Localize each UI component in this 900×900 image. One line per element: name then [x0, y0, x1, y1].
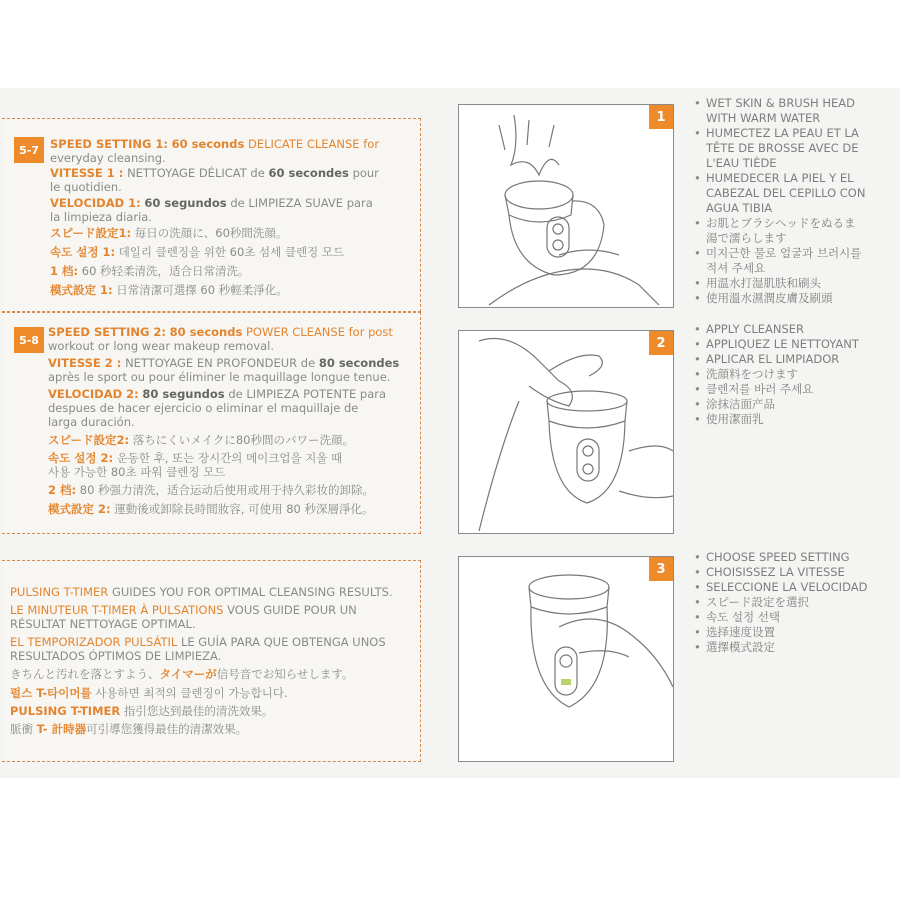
step-1-number: 1 — [649, 105, 673, 129]
step-2-line: • APPLY CLEANSER — [694, 322, 859, 337]
speed2-korean: 속도 설정 2: 운동한 후, 또는 장시간의 메이크업을 지울 때 사용 가능한 80초 파워 클렌징 모드 — [48, 451, 343, 479]
step-3-line: • CHOISISSEZ LA VITESSE — [694, 565, 867, 580]
speed-setting-1-box — [2, 118, 421, 312]
step-1-line: 적셔 주세요 — [706, 261, 766, 275]
speed2-japanese: スピード設定2: 落ちにくいメイクに80秒間のパワー洗顔。 — [48, 433, 354, 447]
step-1-line: AGUA TIBIA — [706, 201, 773, 215]
step-1-instructions — [694, 96, 865, 306]
step-3-line: • スピード設定を選択 — [694, 595, 867, 610]
speed2-french: VITESSE 2 : NETTOYAGE EN PROFONDEUR de 80 secondes après le sport ou pour éliminer le maquillage longue tenue. — [48, 356, 400, 384]
speed1-english: SPEED SETTING 1: 60 seconds DELICATE CLEANSE for everyday cleansing. — [50, 137, 380, 165]
step-2-number: 2 — [649, 331, 673, 355]
step-3-illustration — [458, 556, 674, 762]
step-1-line: TÊTE DE BROSSE AVEC DE — [706, 141, 859, 155]
step-1-line: • 使用溫水濕潤皮膚及刷頭 — [694, 291, 865, 306]
timer-japanese: きちんと汚れを落とすよう、タイマーが信号音でお知らせします。 — [10, 667, 354, 681]
step-1-line: • HUMECTEZ LA PEAU ET LA — [694, 126, 865, 141]
timer-french: LE MINUTEUR T-TIMER À PULSATIONS VOUS GUIDE POUR UN RÉSULTAT NETTOYAGE OPTIMAL. — [10, 603, 357, 631]
speed1-french: VITESSE 1 : NETTOYAGE DÉLICAT de 60 secondes pour le quotidien. — [50, 166, 379, 194]
speed2-chinese-simplified: 2 档: 80 秒强力清洗，适合运动后使用或用于持久彩妆的卸除。 — [48, 483, 375, 497]
pulsing-timer-box — [2, 560, 421, 762]
apply-cleanser-drawing — [459, 331, 673, 533]
step-2-line: • 클렌저를 바러 주세요 — [694, 382, 859, 397]
speed2-spanish: VELOCIDAD 2: 80 segundos de LIMPIEZA POTENTE para despues de hacer ejercicio o eliminar el maquillaje de larga duración. — [48, 387, 387, 429]
step-2-line: • 使用潔面乳 — [694, 412, 859, 427]
step-3-line: • 속도 설정 선택 — [694, 610, 867, 625]
speed1-chinese-traditional: 模式設定 1: 日常清潔可選擇 60 秒輕柔淨化。 — [50, 283, 288, 297]
step-3-line: • 選擇模式設定 — [694, 640, 867, 655]
step-1-line: WITH WARM WATER — [706, 111, 821, 125]
step-2-line: • APPLIQUEZ LE NETTOYANT — [694, 337, 859, 352]
step-1-line: • 用温水打湿肌肤和刷头 — [694, 276, 865, 291]
step-1-line: • WET SKIN & BRUSH HEAD — [694, 96, 865, 111]
step-3-line: • 选择速度设置 — [694, 625, 867, 640]
step-badge-5-8: 5-8 — [14, 327, 44, 353]
timer-indicator-light — [561, 679, 571, 685]
speed2-chinese-traditional: 模式設定 2: 運動後或卸除長時間妝容, 可使用 80 秒深層淨化。 — [48, 502, 374, 516]
timer-chinese-traditional: 脈衝 T- 計時器可引導您獲得最佳的清潔效果。 — [10, 722, 248, 736]
timer-spanish: EL TEMPORIZADOR PULSÁTIL LE GUÍA PARA QUE OBTENGA UNOS RESULTADOS ÓPTIMOS DE LIMPIEZA. — [10, 635, 386, 663]
timer-english: PULSING T-TIMER GUIDES YOU FOR OPTIMAL CLEANSING RESULTS. — [10, 585, 393, 599]
step-2-instructions — [694, 322, 859, 427]
speed2-english: SPEED SETTING 2: 80 seconds POWER CLEANSE for post workout or long wear makeup removal. — [48, 325, 393, 353]
step-3-instructions — [694, 550, 867, 655]
step-2-line: • 涂抹洁面产品 — [694, 397, 859, 412]
step-1-line: • HUMEDECER LA PIEL Y EL — [694, 171, 865, 186]
step-1-line: L'EAU TIÈDE — [706, 156, 777, 170]
step-1-line: • 미지근한 물로 얼굴과 브러시를 — [694, 246, 865, 261]
speed-setting-2-box — [2, 312, 421, 534]
step-3-line: • SELECCIONE LA VELOCIDAD — [694, 580, 867, 595]
speed1-korean: 속도 설정 1: 데일리 클렌징을 위한 60초 섬세 클렌징 모드 — [50, 245, 345, 259]
speed1-chinese-simplified: 1 档: 60 秒轻柔清洗，适合日常清洗。 — [50, 264, 250, 278]
speed1-japanese: スピード設定1: 毎日の洗顔に、60秒間洗顔。 — [50, 226, 288, 240]
step-badge-5-7: 5-7 — [14, 137, 44, 163]
step-1-line: CABEZAL DEL CEPILLO CON — [706, 186, 866, 200]
speed1-spanish: VELOCIDAD 1: 60 segundos de LIMPIEZA SUAVE para la limpieza diaria. — [50, 196, 373, 224]
timer-korean: 펄스 T-타이머를 사용하면 최적의 클렌징이 가능합니다. — [10, 686, 288, 700]
wet-brush-drawing — [459, 105, 673, 307]
step-2-line: • APLICAR EL LIMPIADOR — [694, 352, 859, 367]
step-2-illustration — [458, 330, 674, 534]
step-3-number: 3 — [649, 557, 673, 581]
step-2-line: • 洗顔料をつけます — [694, 367, 859, 382]
timer-chinese-simplified: PULSING T-TIMER 指引您达到最佳的清洗效果。 — [10, 704, 274, 718]
choose-speed-drawing — [459, 557, 673, 761]
step-1-line: • お肌とブラシヘッドをぬるま — [694, 216, 865, 231]
step-3-line: • CHOOSE SPEED SETTING — [694, 550, 867, 565]
step-1-illustration — [458, 104, 674, 308]
step-1-line: 湯で濡らします — [706, 231, 787, 245]
